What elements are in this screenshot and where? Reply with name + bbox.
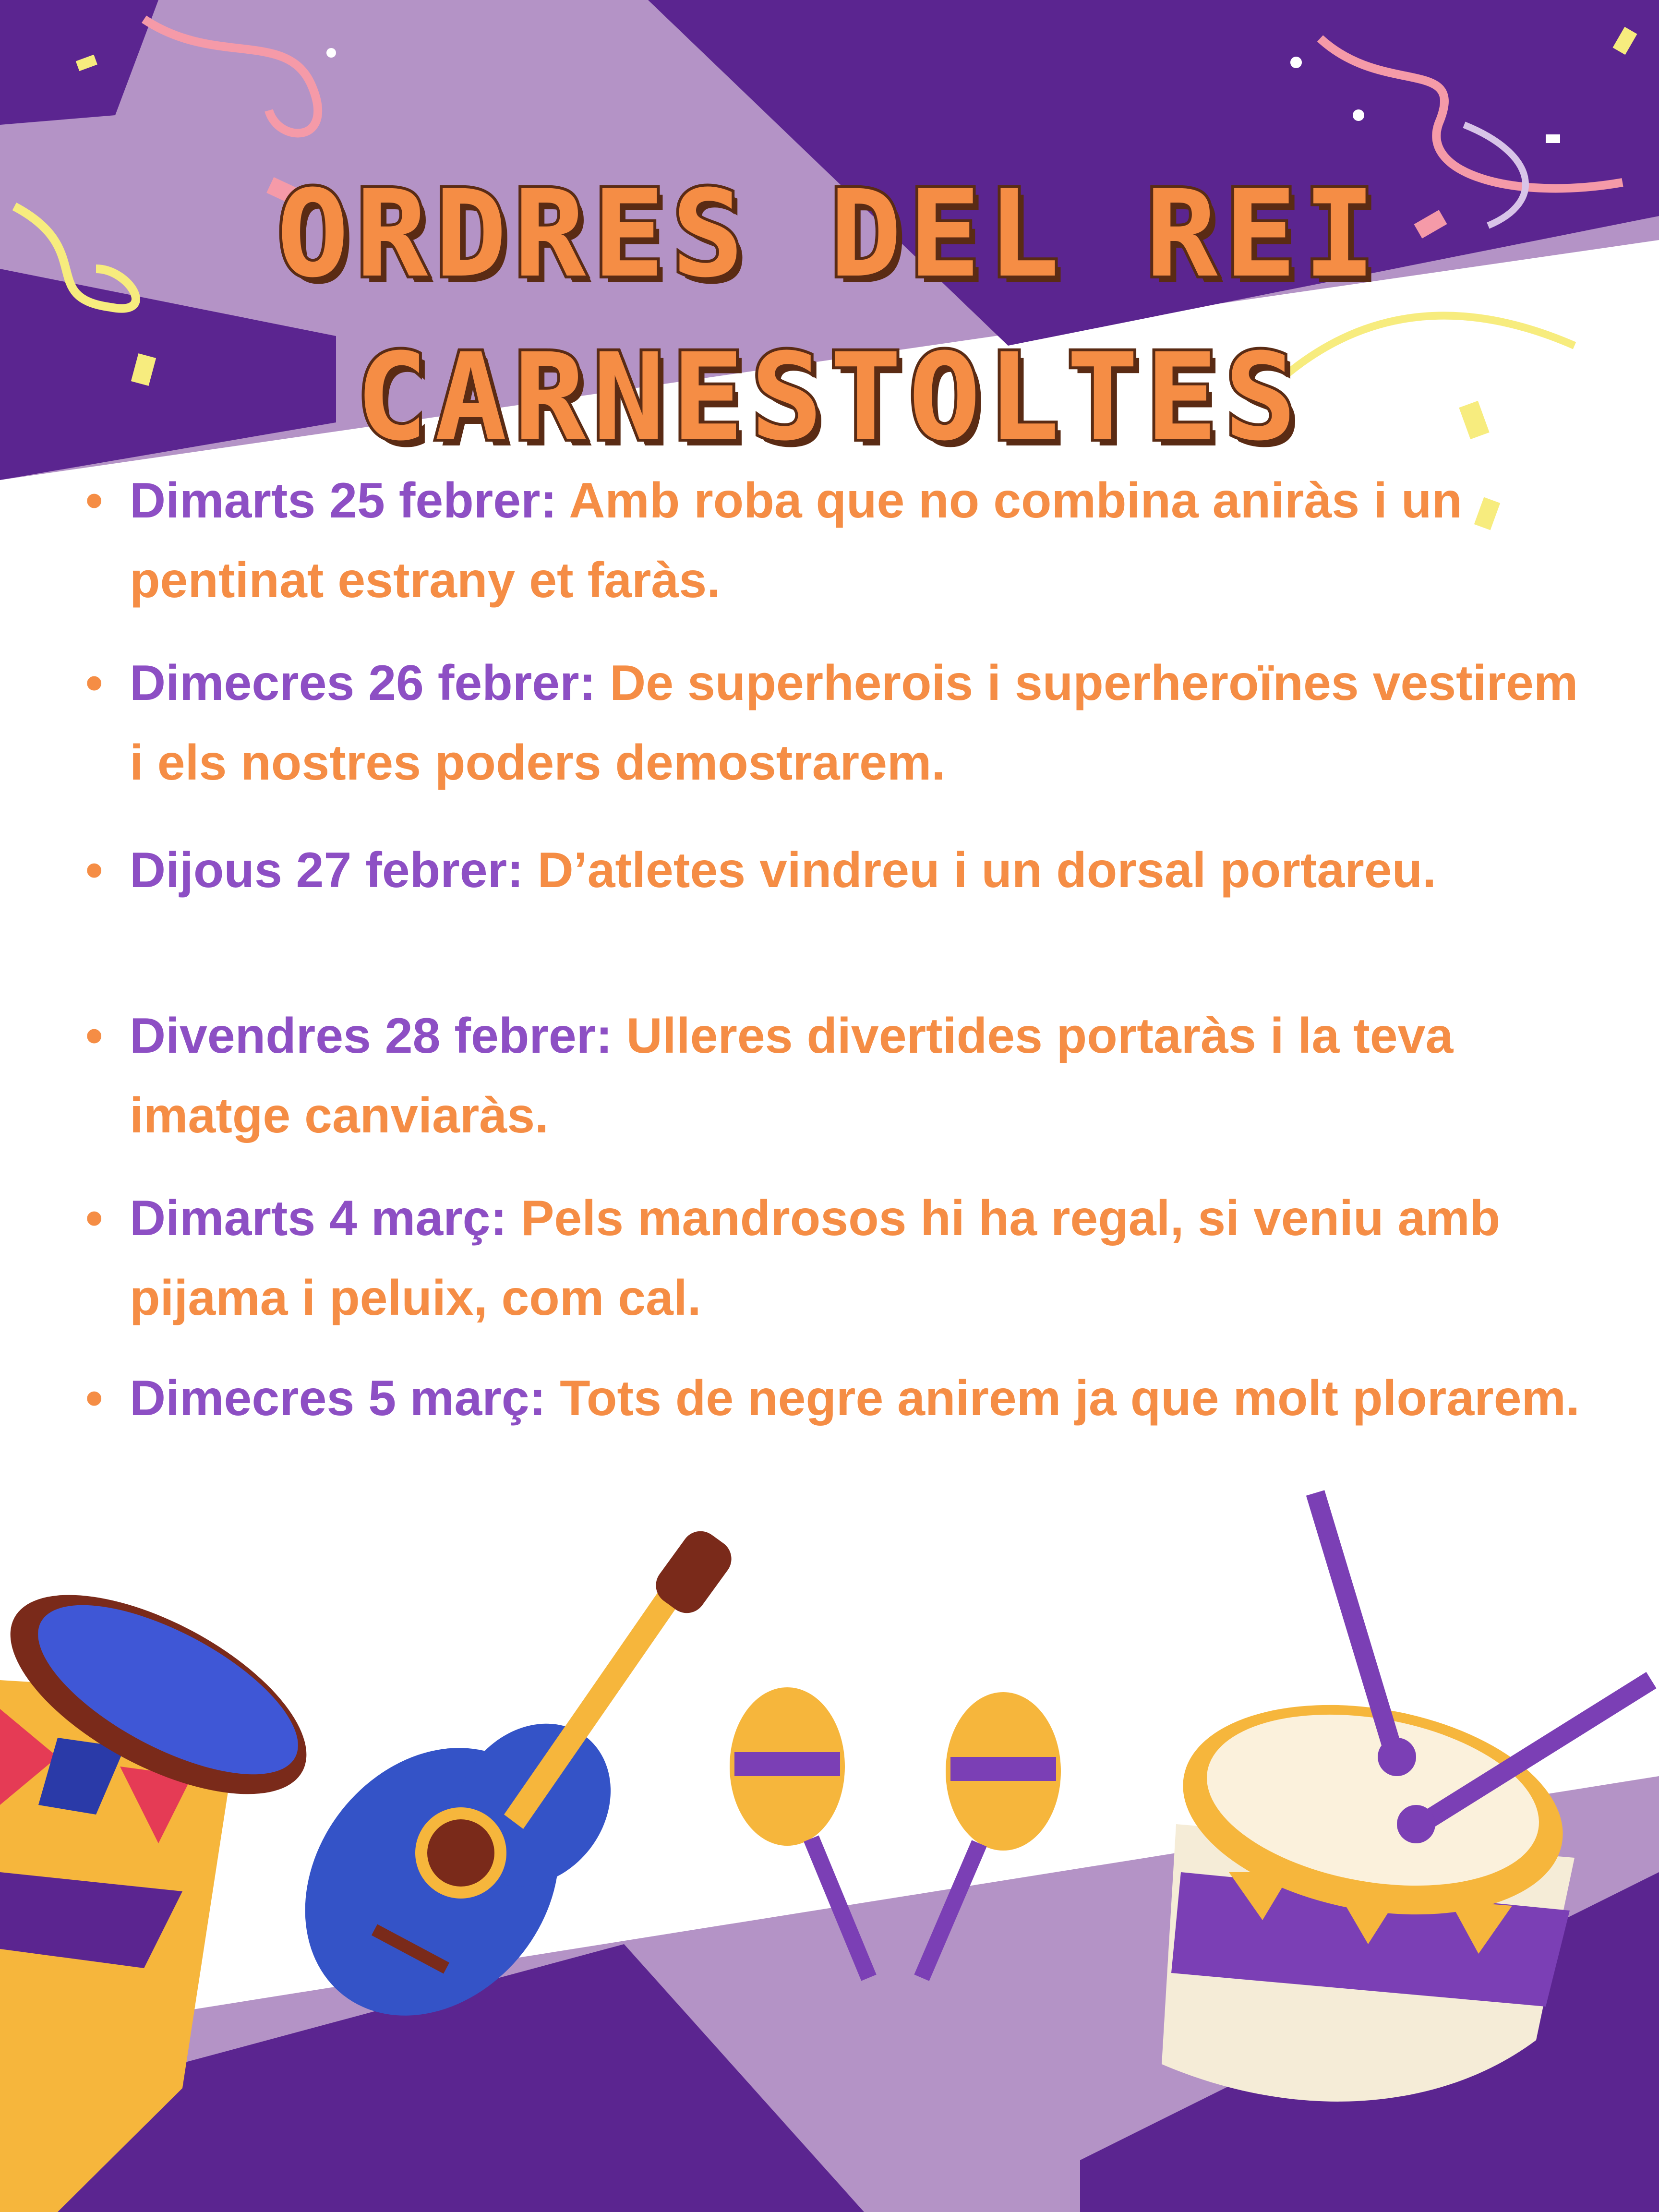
confetti <box>1290 57 1302 68</box>
confetti <box>1353 109 1364 121</box>
instruction-text: Amb roba que no combina aniràs i un pentinat estrany et faràs. <box>130 473 1462 608</box>
confetti <box>326 48 336 58</box>
bullet: • <box>85 655 103 711</box>
list-item <box>82 996 1594 1155</box>
day-label: Dimarts 25 febrer: <box>130 473 557 529</box>
day-label: Dimecres 26 febrer: <box>130 655 596 711</box>
page-title <box>0 153 1659 479</box>
list-item <box>82 1358 1594 1438</box>
bullet: • <box>85 1370 103 1426</box>
instruction-text: D’atletes vindreu i un dorsal portareu. <box>537 842 1436 898</box>
bullet: • <box>85 842 103 898</box>
day-label: Dimarts 4 març: <box>130 1190 507 1246</box>
instruction-text: Ulleres divertides portaràs i la teva imatge canviaràs. <box>130 1008 1454 1143</box>
title-line-2: CARNESTOLTES <box>355 327 1304 467</box>
list-item <box>82 830 1594 910</box>
instruction-text: Pels mandrosos hi ha regal, si veniu amb pijama i peluix, com cal. <box>130 1190 1501 1326</box>
list-item <box>82 1178 1594 1338</box>
confetti <box>1546 134 1560 143</box>
instruction-text: Tots de negre anirem ja que molt plorarem. <box>560 1370 1580 1426</box>
list-item <box>82 643 1594 803</box>
day-label: Dimecres 5 març: <box>130 1370 546 1426</box>
instruction-text: De superherois i superheroïnes vestirem i els nostres poders demostrarem. <box>130 655 1578 791</box>
day-label: Dijous 27 febrer: <box>130 842 524 898</box>
day-label: Divendres 28 febrer: <box>130 1008 613 1064</box>
title-line-1: ORDRES DEL REI <box>276 164 1382 304</box>
bullet: • <box>85 1008 103 1064</box>
bullet: • <box>85 1190 103 1246</box>
list-item <box>82 461 1594 620</box>
bullet: • <box>85 473 103 529</box>
